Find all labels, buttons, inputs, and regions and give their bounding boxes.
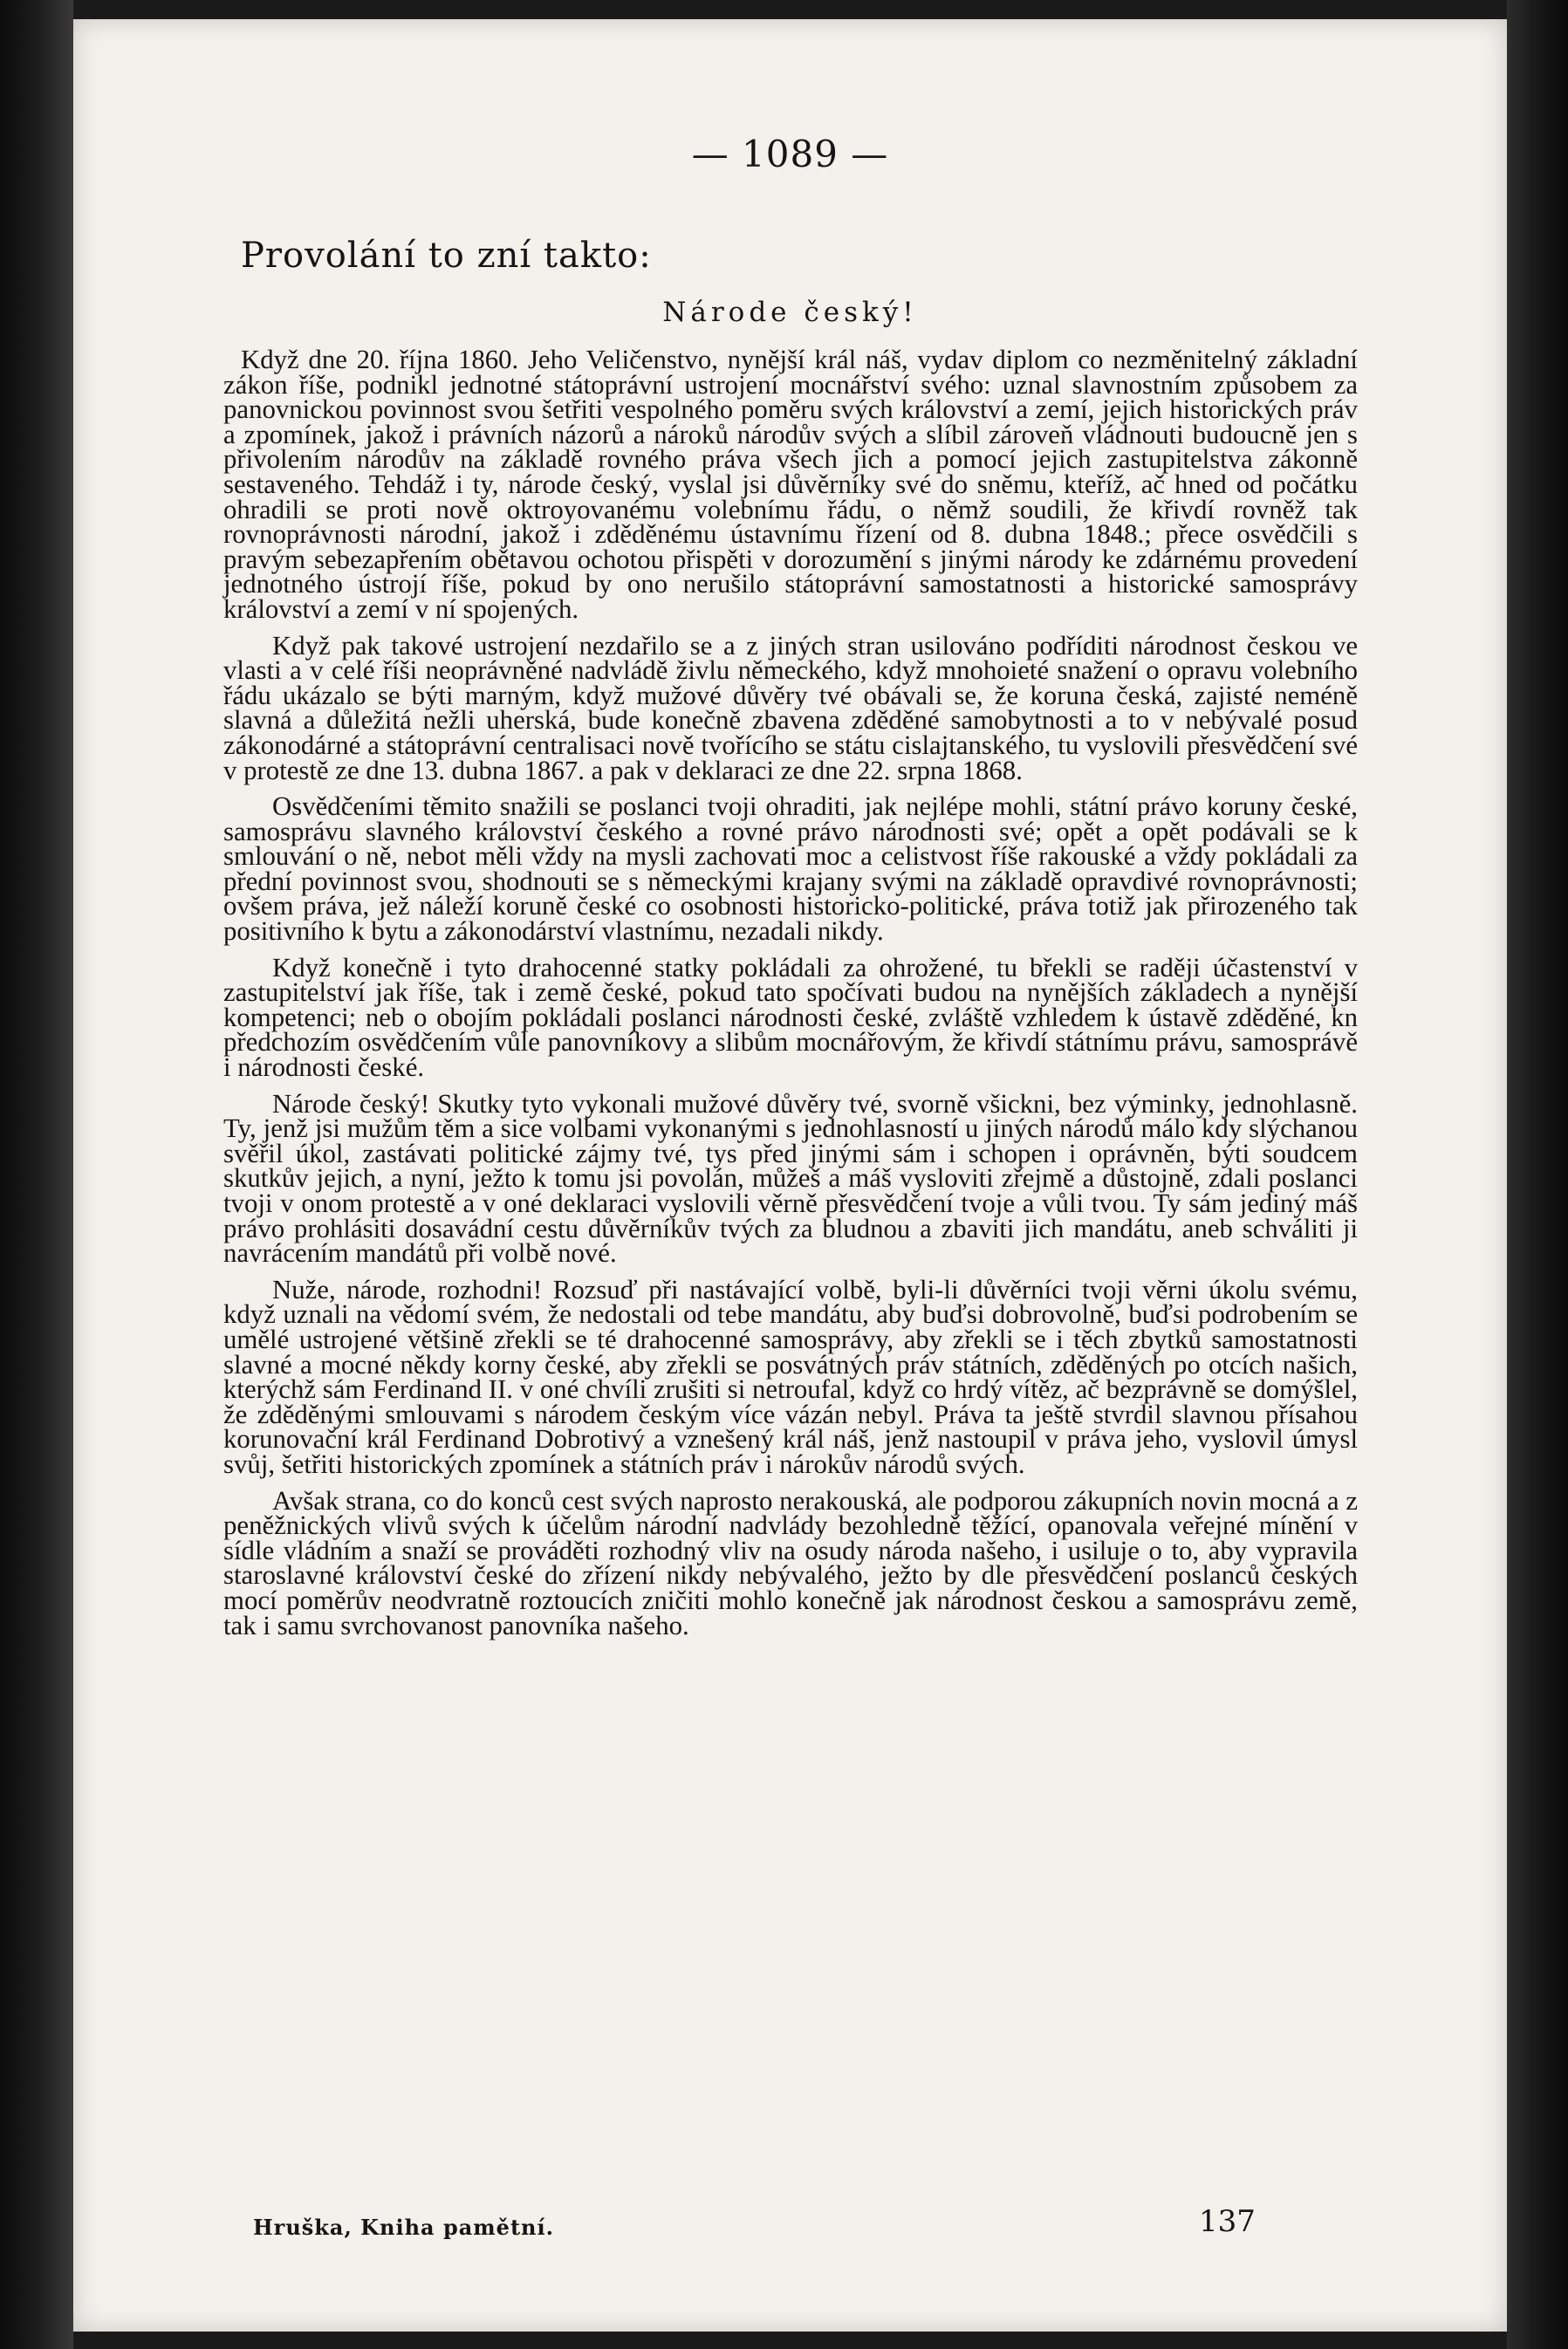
salutation: Národe český! [662, 297, 918, 328]
paragraph: Když dne 20. října 1860. Jeho Veličenstvo, nynější král náš, vydav diplom co nezměnitelný základní zákon říše, podnikl jednotné státoprávní ustrojení mocnářství svého: uznal slavnostním způsobem za panovnickou povinnost svou šetřiti vespolného poměru svých království a zemí, jejich historických práv a zpomínek, jakož i právních názorů a nároků národův svých a slíbil zároveň vládnouti budoucně jen s přivolením národův na základě rovného práva všech jich a pomocí jejich zastupitelstva zákonně sestaveného. Tehdáž i ty, národe český, vyslal jsi důvěrníky své do sněmu, kteříž, ač hned od počátku ohradili se proti nově oktroyovanému volebnímu řádu, o němž soudili, že křivdí rovněž tak rovnoprávnosti národní, jakož i zděděnému ústavnímu řízení od 8. dubna 1848.; přece osvědčili s pravým sebezapřením obětavou ochotou přispěti v dorozumění s jinými národy ke zdárnému provedení jednotného ústrojí říše, pokud by ono nerušilo státoprávní samostatnosti a historické samosprávy království a zemí v ní spojených. [223, 345, 1358, 624]
paragraph: Nuže, národe, rozhodni! Rozsuď při nastávající volbě, byli-li důvěrníci tvoji věrni úkolu svému, když uznali na vědomí svém, že nedostali od tebe mandátu, aby buďsi dobrovolně, buďsi podrobením se umělé ustrojené většině zřekli se té drahocenné samosprávy, aby zřekli se i těch zbytků samostatnosti slavné a mocné někdy korny české, aby zřekli se posvátných práv státních, zděděných po otcích našich, kterýchž sám Ferdinand II. v oné chvíli zrušiti si netroufal, když co hrdý vítěz, ač bezprávně se domýšlel, že zděděnými smlouvami s národem českým více vázán nebyl. Práva ta ještě stvrdil slavnou přísahou korunovační král Ferdinand Dobrotivý a vznešený král náš, jenž nastoupil v práva jeho, vyslovil úmysl svůj, šetřiti historických zpomínek a státních práv i nárokův národů svých. [223, 1274, 1358, 1479]
page-number: — 1089 — [691, 133, 889, 175]
section-heading: Provolání to zní takto: [241, 236, 652, 276]
book-page [73, 19, 1507, 2332]
scan-edge-right [1507, 0, 1568, 2349]
paragraph: Avšak strana, co do konců cest svých naprosto nerakouská, ale podporou zákupních novin mocná a z peněžnických vlivů svých k účelům národní nadvlády bezohledně těžící, opanovala veřejné mínění v sídle vládním a snaží se prováděti rozhodný vliv na osudy národa našeho, i usiluje o to, aby vypravila staroslavné království české do zřízení nikdy nebývalého, ježto by dle přesvědčení poslanců českých mocí poměrův neodvratně roztoucích zničiti mohlo konečně jak národnost českou a samosprávu země, tak i samu svrchovanost panovníka našeho. [223, 1485, 1358, 1640]
footer-book-title: Hruška, Kniha pamětní. [253, 2215, 554, 2240]
scan-edge-left [0, 0, 73, 2349]
paragraph: Národe český! Skutky tyto vykonali mužové důvěry tvé, svorně všickni, bez výminky, jednohlasně. Ty, jenž jsi mužům těm a sice volbami vykonanými s jednohlasností u jiných národů málo kdy slýchanou svěřil úkol, zastávati politické zájmy tvé, tys před jinými sám i schopen i oprávněn, býti soudcem skutkův jejich, a nyní, ježto k tomu jsi povolán, můžeš a máš vysloviti zřejmě a důstojně, zdali poslanci tvoji v onom protestě a v oné deklaraci vyslovili věrně přesvědčení tvoje a vůli tvou. Ty sám jediný máš právo prohlásiti dosavádní cestu důvěrníkův tvých za bludnou a zbaviti jich mandátu, aneb schváliti ji navrácením mandátů při volbě nové. [223, 1088, 1358, 1269]
paragraph: Když konečně i tyto drahocenné statky pokládali za ohrožené, tu břekli se raději účastenství v zastupitelství jak říše, tak i země české, pokud tato spočívati budou na nynějších základech a nynější kompetenci; neb o obojím pokládali poslanci národnosti české, zvláště vzhledem k ústavě zděděné, kn předchozím osvědčením vůle panovníkovy a slibům mocnářovým, že křivdí státnímu právu, samosprávě i národnosti české. [223, 952, 1358, 1083]
paragraph: Osvědčeními těmito snažili se poslanci tvoji ohraditi, jak nejlépe mohli, státní právo koruny české, samosprávu slavného království českého a rovné právo národnosti své; opět a opět podávali se k smlouvání o ně, nebot měli vždy na mysli zachovati moc a celistvost říše rakouské a vždy pokládali za přední povinnost svou, shodnouti se s německými krajany svými na základě opravdivé rovnoprávnosti; ovšem práva, jež náleží koruně české co osobnosti historicko-politické, práva totiž jak přirozeného tak positivního k bytu a zákonodárství vlastnímu, nezadali nikdy. [223, 791, 1358, 947]
paragraph: Když pak takové ustrojení nezdařilo se a z jiných stran usilováno podříditi národnost českou ve vlasti a v celé říši neoprávněné nadvládě živlu německého, když mnohoieté snažení o opravu volebního řádu ukázalo se býti marným, když mužové důvěry tvé obávali se, že koruna česká, zajisté neméně slavná a důležitá nežli uherská, bude konečně zbavena zděděné samobytnosti a to v nebývalé posud zákonodárné a státoprávní centralisaci nově tvořícího se státu cislajtanského, tu vyslovili přesvědčení své v protestě ze dne 13. dubna 1867. a pak v deklaraci ze dne 22. srpna 1868. [223, 630, 1358, 785]
body-text [223, 347, 1358, 1649]
footer-signature-number: 137 [1199, 2204, 1256, 2239]
